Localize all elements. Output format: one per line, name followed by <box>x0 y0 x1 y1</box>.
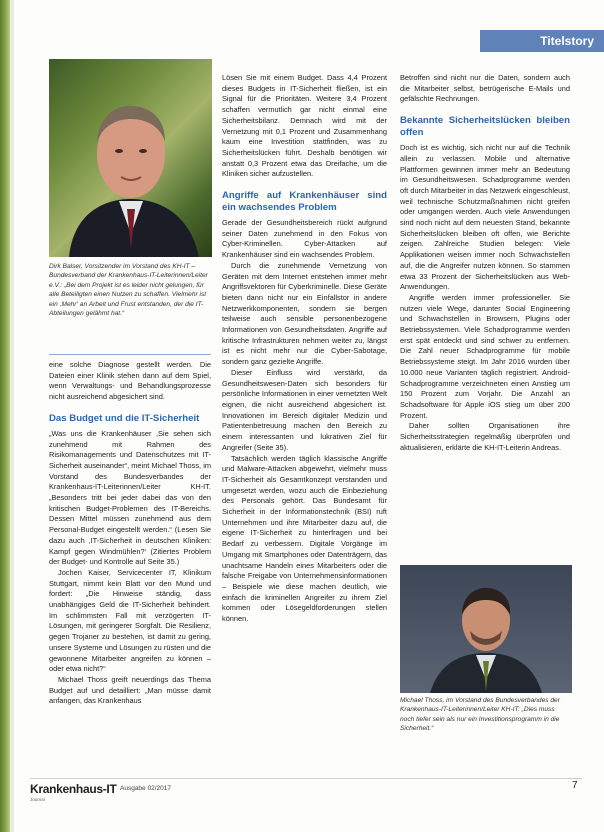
subheading-vulnerabilities: Bekannte Sicherheitslücken bleiben offen <box>400 115 570 139</box>
issue-label: Ausgabe 02/2017 <box>120 785 171 792</box>
portrait-photo-2 <box>400 565 572 693</box>
paragraph: Lösen Sie mit einem Budget. Dass 4,4 Prozent dieses Budgets in IT-Sicherheit fließen, ist ein Signal für die Prioritäten. Weitere 3,4 Prozent schaffen vermutlich gar nicht einmal eine Sicherheitsbilanz. Demnach wird mit der Vernetzung mit 0,1 Prozent und Zusammenhang kaum eine Investition stattfinden, was zu Sicherheitslücken führt. Deshalb benötigen wir anstatt 0,3 Prozent etwa das Dreifache, um die Kliniken sicher aufzustellen. <box>222 73 387 179</box>
paragraph: Angriffe werden immer professioneller. Sie nutzen viele Wege, darunter Social Engineering und Schwachstellen in Browsern, Plugins oder Betriebssystemen. Viele Schadprogramme werden erst spät entdeckt und sind schwer zu entfernen. Die Zahl neuer Schadprogramme für mobile Betriebssysteme steigt. Im Jahr 2016 wurden über 10.000 neue Varianten täglich registriert. Android-Schadprogramme verzeichneten einen Anstieg um 150 Prozent zum Vorjahr. Die Anzahl an Schadsoftware für Apple iOS stieg um über 200 Prozent. <box>400 292 570 420</box>
portrait-photo-1 <box>49 59 212 257</box>
magazine-logo: Krankenhaus-IT <box>30 782 117 796</box>
page-number: 7 <box>572 780 578 791</box>
paragraph: eine solche Diagnose gestellt werden. Die Dateien einer Klinik stehen dann auf dem Spiel, wenn Verwaltungs- und Behandlungsprozesse nicht ausreichend abgesichert sind. <box>49 360 211 402</box>
paragraph: Tatsächlich werden täglich klassische Angriffe und Malware-Attacken abgewehrt, vielmehr muss IT-Sicherheit als Gesamtkonzept verstanden und umgesetzt werden, wozu auch die Einbeziehung des Personals gehört. Das Bundesamt für Sicherheit in der Informationstechnik (BSI) ruft Unternehmen und ihre Mitarbeiter dazu auf, die eigene IT-Sicherheit zu hinterfragen und bei Bedarf zu verbessern. Digitale Vorgänge im Umgang mit Smartphones oder Datenträgern, das unachtsame Handeln eines Mitarbeiters oder die falsche Freigabe von Unternehmensinformationen – Beispiele wie diese machen deutlich, wie einfach die kriminellen Angreifer zu ihrem Ziel kommen oder Lösegeldforderungen stellen können. <box>222 453 387 624</box>
paragraph: Doch ist es wichtig, sich nicht nur auf die Technik allein zu verlassen. Mobile und alternative Plattformen gewinnen immer mehr an Bedeutung im Gesundheitswesen. Schadprogramme werden oft durch Mitarbeiter in das Netzwerk eingeschleust, weil technische Schutzmaßnahmen nicht greifen oder umgangen werden. Auch viele Anwendungen sind noch nicht auf dem neuesten Stand, bekannte Sicherheitslücken bleiben oft offen, wie Berichte zeigen. Zahlreiche Studien belegen: Viele Applikationen weisen immer noch Schwachstellen auf, die die Angreifer nutzen können. So stammen etwa 33 Prozent der Sicherheitslücken aus Web-Anwendungen. <box>400 143 570 292</box>
paragraph: Betroffen sind nicht nur die Daten, sondern auch die Mitarbeiter selbst, betrügerische E-Mails und gefälschte Rechnungen. <box>400 73 570 104</box>
page-spine-inner <box>10 0 14 832</box>
text-column-1 <box>49 360 211 707</box>
text-column-2 <box>222 73 387 625</box>
paragraph: Jochen Kaiser, Servicecenter IT, Klinikum Stuttgart, nimmt kein Blatt vor den Mund und fordert: „Die Hinweise ständig, dass unabhängiges Geld die IT-Sicherheit behindert. Im schlimmsten Fall mit verzögerten IT-Lösungen, mit geringerer Sorgfalt. Die Resilienz, gegen Trojaner zu bestehen, ist damit zu gering, unsere Systeme und Lösungen zu rüsten und die gewonnene Mitarbeiter angreifen zu können – oder etwa nicht?“ <box>49 567 211 674</box>
text-column-3 <box>400 73 570 454</box>
subheading-attacks: Angriffe auf Krankenhäuser sind ein wachsendes Problem <box>222 190 387 214</box>
magazine-logo-subtitle: Journal <box>30 797 45 802</box>
paragraph: „Was uns die Krankenhäuser ,Sie sehen sich zunehmend mit Rahmen des Risikomanagements und Datenschutzes mit IT-Sicherheit auseinander“, meint Michael Thoss, im Vorstand des Bundesverbandes der Krankenhaus-IT-Leiterinnen/Leiter KH-IT. „Besonders tritt bei jeder dabei das von den kritischen Budget-Problemen des IT-Bereichs. Dessen Mittel müssen zunehmend aus dem Personal-Budget eingestellt werden.“ (Lesen Sie dazu auch ,IT-Sicherheit in deutschen Kliniken: Kampf gegen Windmühlen?‘ (Zitiertes Problem der Budget- und Kontrolle auf Seite 35.) <box>49 428 211 567</box>
subheading-budget: Das Budget und die IT-Sicherheit <box>49 412 200 424</box>
photo-caption-1: Dirk Balser, Vorsitzender im Vorstand des KH-IT – Bundesverband der Krankenhaus-IT-Leiterinnen/Leiter e.V.: „Bei dem Projekt ist es leider nicht gelungen, für alle Beteiligten einen Nutzen zu schaffen. Vielmehr ist ein ,Mehr‘ an Arbeit und Frust entstanden, der die IT-Abteilungen gelähmt hat.“ <box>49 263 208 318</box>
caption-divider <box>49 354 211 355</box>
photo-caption-2: Michael Thoss, im Vorstand des Bundesverbandes der Krankenhaus-IT-Leiterinnen/Leiter KH-IT: „Dies muss noch tiefer sein als nur ein Investitionsprogramm in die Sicherheit.“ <box>400 697 560 733</box>
section-label: Titelstory <box>480 30 604 52</box>
paragraph: Dieser Einfluss wird verstärkt, da Gesundheitswesen-Daten sich besonders für persönliche Informationen in einer vernetzten Welt eignen, die nicht ausreichend abgesichert ist. Innovationen im Bereich digitaler Medizin und Patientenbetreuung machen den Bereich zu einem interessanten und lukrativen Ziel für Angreifer (Seite 35). <box>222 367 387 452</box>
portrait-illustration-1 <box>49 59 212 257</box>
paragraph: Durch die zunehmende Vernetzung von Geräten mit dem Internet entstehen immer mehr Angriffsvektoren für Cyberkriminelle. Diese Geräte bieten dann nicht nur ein Einfallstor in andere Netzwerkkomponenten, sondern sie bergen teilweise auch sensible personenbezogene Informationen von Gesundheitsdaten. Angriffe auf kritische Infrastrukturen nehmen weiter zu, längst ist es nicht mehr nur die Cyber-Sabotage, sondern ganz gezielte Angriffe. <box>222 260 387 367</box>
paragraph: Michael Thoss greift neuerdings das Thema Budget auf und detailliert: „Man müsse damit anfangen, das Krankenhaus <box>49 674 211 706</box>
footer-rule <box>30 778 582 779</box>
paragraph: Daher sollten Organisationen ihre Sicherheitsstrategien regelmäßig überprüfen und aktualisieren, erklärte die KH-IT-Leiterin Andreas. <box>400 421 570 452</box>
page-spine-stripe <box>0 0 10 832</box>
portrait-illustration-2 <box>400 565 572 693</box>
paragraph: Gerade der Gesundheitsbereich rückt aufgrund seiner Daten zunehmend in den Fokus von Cyber-Kriminellen. Cyber-Attacken auf Krankenhäuser sind ein wachsendes Problem. <box>222 218 387 260</box>
